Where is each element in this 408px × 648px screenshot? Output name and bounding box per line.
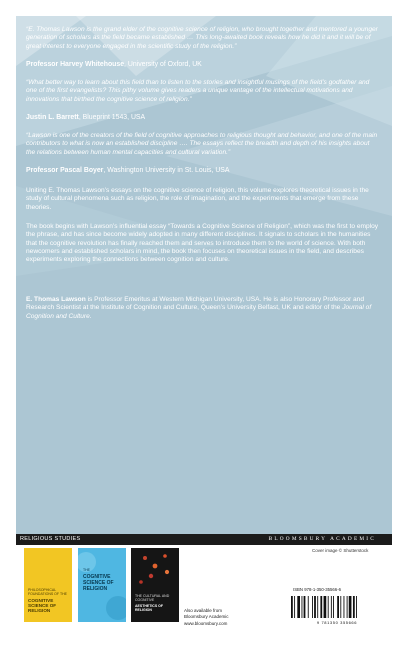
endorsement-attribution-1 [26, 61, 378, 69]
also-available-line-2: Bloomsbury Academic [184, 614, 229, 619]
endorser-name: Professor Harvey Whitehouse [26, 61, 125, 68]
endorser-name: Professor Pascal Boyer [26, 167, 104, 174]
endorser-affiliation: , Blueprint 1543, USA [78, 114, 146, 121]
author-bio-end: . [89, 312, 92, 320]
related-book-1-title: COGNITIVE SCIENCE OF RELIGION [28, 598, 57, 614]
endorser-affiliation: , University of Oxford, UK [124, 61, 202, 68]
also-available-line-1: Also available from [184, 608, 223, 613]
related-book-1 [24, 548, 72, 622]
author-bio [26, 296, 380, 321]
category-band [16, 534, 392, 545]
description-paragraph-1: Uniting E. Thomas Lawson’s essays on the cognitive science of religion, this volume explores theoretical issues in the study of cultural phenomena such as religion, the role of imagination, and the experiments that emerge from these theories. [26, 187, 369, 211]
related-book-3 [131, 548, 179, 622]
isbn-number: ISBN 978-1-350-35566-6 [293, 587, 342, 592]
back-cover [16, 16, 392, 632]
related-book-3-title: AESTHETICS OF RELIGION [135, 604, 164, 613]
cover-footer [16, 534, 392, 632]
isbn-barcode [290, 596, 384, 618]
related-book-2-title: COGNITIVE SCIENCE OF RELIGION [83, 574, 114, 592]
also-available-note [184, 608, 229, 620]
endorser-name: Justin L. Barrett [26, 114, 79, 121]
author-bio-text: is Professor Emeritus at Western Michigan University, USA. He is also Honorary Professor and Research Scientist at the Institute of Cognition and Culture, Queen’s University Belfast, UK and editor of the [26, 296, 364, 312]
endorser-affiliation: , Washington University in St. Louis, USA [103, 167, 230, 174]
subject-category: RELIGIOUS STUDIES [20, 536, 81, 542]
cover-image-credit: Cover image © Shutterstock [312, 548, 369, 553]
description-paragraph-2: The book begins with Lawson’s influential essay “Towards a Cognitive Science of Religion”, which was the first to employ the phrase, and has since become widely adopted in many different disciplines. It signals to scholars in the humanities that the cognitive revolution has finally reached them and serves to introduce them to the world of science. With both newcomers and established scholars in mind, the book then focuses on theoretical issues in the field, and describes experiments exploring the connections between cognition and culture. [26, 223, 379, 264]
endorsement-attribution-2 [26, 114, 378, 122]
endorsement-quote-2: “What better way to learn about this field than to listen to the stories and insightful musings of the field’s godfather and one of the first evangelists? This pithy volume gives readers a unique vantage of the intellectual motivations and innovations that birthed the cognitive science of religion.” [26, 79, 370, 103]
related-book-1-title-top: PHILOSOPHICAL FOUNDATIONS OF THE [28, 588, 67, 597]
journal-title: Journal of Cognition and Culture [26, 304, 372, 320]
publisher-website-link[interactable]: www.bloomsbury.com [184, 621, 228, 626]
related-book-3-title-top: THE CULTURAL AND COGNITIVE [135, 594, 170, 603]
endorsement-quote-1: “E. Thomas Lawson is the grand elder of the cognitive science of religion, who brought together and mentored a younger generation of scholars as the field became established … This long-awaited book reveals how he did it and it will be of great interest to everyone engaged in the scientific study of the religion.” [26, 26, 378, 50]
related-book-2-title-top: THE [83, 568, 90, 572]
author-name: E. Thomas Lawson [26, 296, 86, 303]
related-book-2 [78, 548, 126, 622]
barcode-number: 9 781350 355666 [316, 620, 358, 625]
publisher-name: BLOOMSBURY ACADEMIC [268, 536, 376, 542]
endorsement-attribution-3 [26, 167, 378, 175]
endorsement-quote-3: “Lawson is one of the creators of the field of cognitive approaches to religious thought and behavior, and one of the main contributors to what is now an established discipline …. The essays reflect the breadth and depth of his insights about the relations between human mental capacities and cultural variation.” [26, 132, 378, 156]
